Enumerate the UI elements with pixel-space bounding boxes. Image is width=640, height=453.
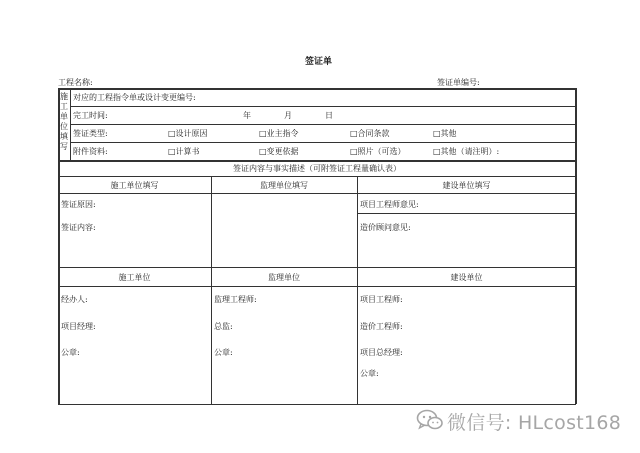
type-option-contract[interactable]: □合同条款 — [350, 129, 390, 138]
project-manager-label: 项目经理: — [61, 322, 96, 331]
engineer-opinion-label: 项目工程师意见: — [360, 200, 419, 209]
completion-time-label: 完工时间: — [73, 111, 108, 120]
project-name-label: 工程名称: — [58, 78, 93, 87]
type-option-other[interactable]: □其他 — [433, 129, 457, 138]
col-header-owner: 建设单位填写 — [442, 181, 491, 190]
project-engineer-label: 项目工程师: — [360, 295, 403, 304]
visa-number-label: 签证单编号: — [437, 78, 480, 87]
attach-option-basis[interactable]: □变更依据 — [259, 147, 299, 156]
supervising-engineer-label: 监理工程师: — [214, 295, 257, 304]
order-number-label: 对应的工程指令单或设计变更编号: — [73, 93, 196, 102]
sign-header-owner: 建设单位 — [450, 273, 483, 282]
col-header-supervisor: 监理单位填写 — [260, 181, 308, 190]
sign-header-supervisor: 监理单位 — [268, 273, 300, 282]
contractor-fill-side-label: 施工单位填写 — [60, 92, 68, 151]
section-description: 签证内容与事实描述（可附签证工程量确认表） — [233, 164, 401, 173]
type-option-design[interactable]: □设计原因 — [168, 129, 208, 138]
visa-type-label: 签证类型: — [73, 129, 108, 138]
handler-label: 经办人: — [61, 295, 88, 304]
attach-option-photo[interactable]: □照片（可选） — [350, 147, 406, 156]
attachment-label: 附件资料: — [73, 147, 108, 156]
watermark-text: 微信号: HLcost168 — [447, 412, 622, 434]
day-label: 日 — [325, 111, 333, 120]
contractor-seal-label: 公章: — [61, 348, 80, 357]
page-title: 签证单 — [305, 57, 333, 67]
col-header-contractor: 施工单位填写 — [110, 181, 159, 190]
cost-opinion-label: 造价顾问意见: — [360, 223, 411, 232]
owner-seal-label: 公章: — [360, 369, 379, 378]
project-gm-label: 项目总经理: — [360, 348, 403, 357]
visa-reason-label: 签证原因: — [61, 200, 96, 209]
wechat-logo-icon — [416, 408, 444, 432]
month-label: 月 — [284, 111, 292, 120]
attach-option-other[interactable]: □其他（请注明）: — [433, 147, 500, 156]
visa-content-label: 签证内容: — [61, 223, 96, 232]
chief-supervisor-label: 总监: — [214, 322, 233, 331]
sign-header-contractor: 施工单位 — [118, 273, 151, 282]
year-label: 年 — [243, 111, 251, 120]
attach-option-calc[interactable]: □计算书 — [168, 147, 200, 156]
type-option-owner[interactable]: □业主指令 — [259, 129, 299, 138]
cost-engineer-label: 造价工程师: — [360, 322, 403, 331]
supervisor-seal-label: 公章: — [214, 348, 233, 357]
